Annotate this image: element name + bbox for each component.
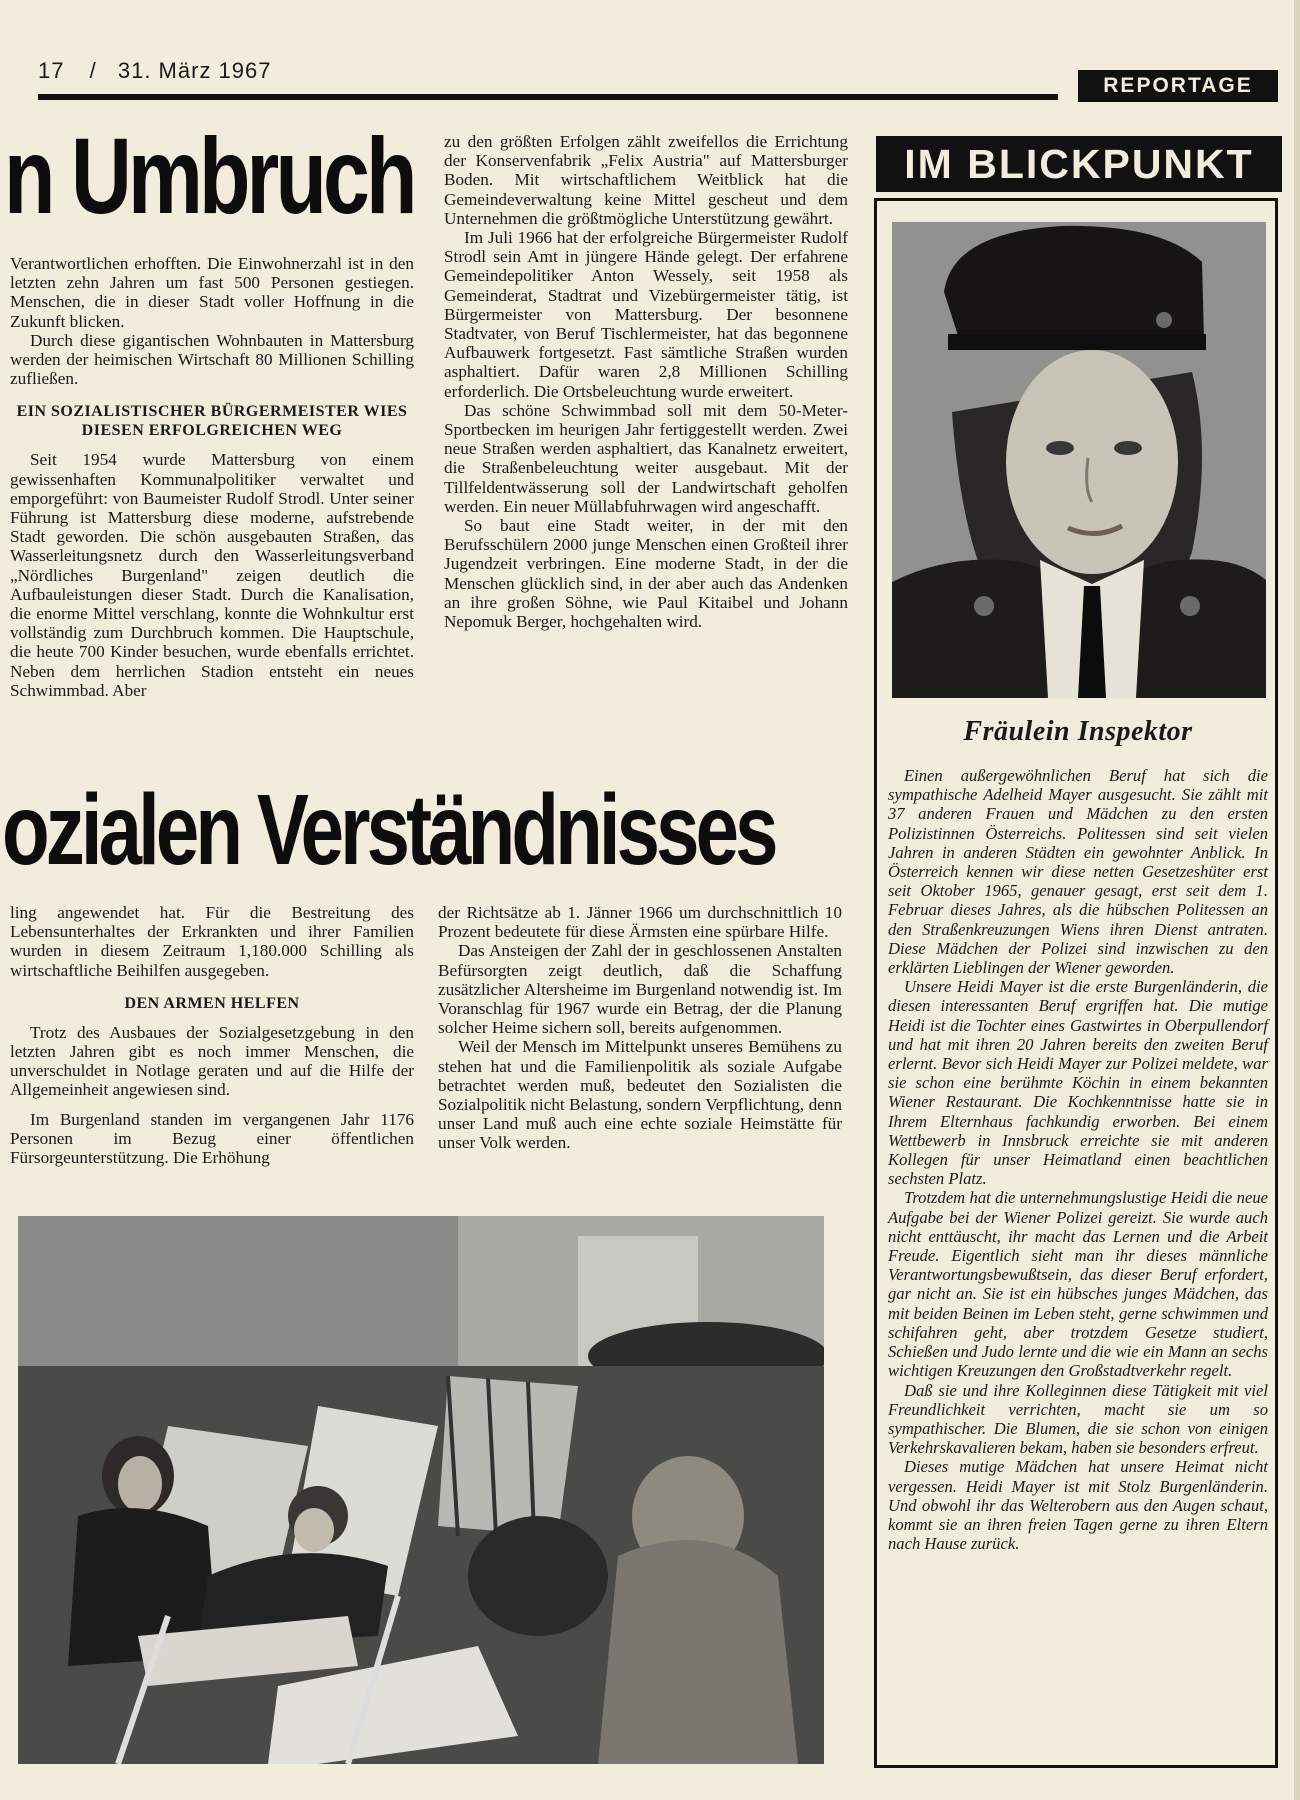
subheading: DEN ARMEN HELFEN xyxy=(124,994,300,1012)
paragraph: Das schöne Schwimmbad soll mit dem 50-Meter-Sportbecken im heurigen Jahr fertiggestellt werden. Zwei neue Straßen werden asphaltiert, das Kanalnetz erweitert, die Straßenbeleuchtung weiter ausgebaut. Mit der Tillfeldentwässerung soll der Landwirtschaft geholfen werden. Ein neuer Müllabfuhrwagen wird angeschafft. xyxy=(444,400,848,516)
page-number: 17 xyxy=(38,58,65,83)
paragraph: So baut eine Stadt weiter, in der mit den Berufsschülern 2000 junge Menschen einen Großteil ihrer Jugendzeit verbringen. Eine moderne Stadt, in der die Menschen glücklich sind, in der aber auch das Andenken an ihre großen Söhne, wie Paul Kitaibel und Johann Nepomuk Berger, hochgehalten wird. xyxy=(444,516,848,632)
paragraph: zu den größten Erfolgen zählt zweifellos die Errichtung der Konservenfabrik „Felix Austria" auf Mattersburger Boden. Mit wirtschaftlichem Weitblick hat die Gemeindeverwaltung keine Mittel gescheut und dem Unternehmen die größtmögliche Unterstützung gewährt. xyxy=(444,132,848,228)
subheading: EIN SOZIALISTISCHER BÜRGERMEISTER WIES DIESEN ERFOLGREICHEN WEG xyxy=(16,403,408,440)
portrait-illustration xyxy=(892,222,1266,698)
paragraph: Im Burgenland standen im vergangenen Jahr 1176 Personen im Bezug einer öffentlichen Fürsorgeunterstützung. Die Erhöhung xyxy=(10,1109,414,1168)
paragraph: Durch diese gigantischen Wohnbauten in Mattersburg werden der heimischen Wirtschaft 80 Millionen Schilling zufließen. xyxy=(10,330,414,389)
paragraph: ling angewendet hat. Für die Bestreitung des Lebensunterhaltes der Erkrankten und ihrer Familien wurden in diesem Zeitraum 1,180.000 Schilling als wirtschaftliche Beihilfen ausgegeben. xyxy=(10,903,414,980)
headline-verstaendnisses: ozialen Verständnisses xyxy=(2,780,775,880)
paragraph: Das Ansteigen der Zahl der in geschlossenen Anstalten Befürsorgten zeigt deutlich, daß die Schaffung zusätzlicher Altersheime im Burgenland notwendig ist. Im Voranschlag für 1967 wurde ein Betrag, der die Planung solcher Heime sichern soll, bereits aufgenommen. xyxy=(438,941,842,1038)
garden-photo xyxy=(18,1216,824,1764)
article-column-c xyxy=(10,903,414,1167)
blickpunkt-text xyxy=(888,766,1268,1553)
article-column-a xyxy=(10,254,414,700)
paragraph: Dieses mutige Mädchen hat unsere Heimat nicht vergessen. Heidi Mayer ist mit Stolz Burgenländerin. Und obwohl ihr das Welterobern aus den Augen schaut, kommt sie an ihren freien Tagen gerne zu ihren Eltern nach Hause zurück. xyxy=(888,1457,1268,1554)
paragraph: Weil der Mensch im Mittelpunkt unseres Bemühens zu stehen hat und die Familienpolitik als soziale Aufgabe betrachtet werden muß, bedeutet den Sozialisten die Sozialpolitik nicht Belastung, sondern Verpflichtung, denn unser Land muß auch eine echte soziale Heimstätte für unser Volk werden. xyxy=(438,1037,842,1153)
issue-date: 31. März 1967 xyxy=(117,58,272,83)
paragraph: Seit 1954 wurde Mattersburg von einem gewissenhaften Kommunalpolitiker verwaltet und emporgeführt: von Baumeister Rudolf Strodl. Unter seiner Führung ist Mattersburg diese moderne, aufstrebende Stadt geworden. Die schön ausgebauten Straßen, das Wasserleitungsnetz durch den Wasserleitungsverband „Nördliches Burgenland" zeigen deutlich die Aufbauleistungen dieser Stadt. Durch die Kanalisation, die enorme Mittel verschlang, konnte die Wohnkultur erst vollständig zum Durchbruch kommen. Die Hauptschule, die heute 700 Kinder besuchen, wurde ebenfalls errichtet. Neben dem herrlichen Stadion entsteht ein neues Schwimmbad. Aber xyxy=(10,450,414,700)
header-rule xyxy=(38,94,1058,100)
paragraph: Einen außergewöhnlichen Beruf hat sich die sympathische Adelheid Mayer ausgesucht. Sie zählt mit 37 anderen Frauen und Mädchen zu den ersten Polizistinnen Österreichs. Politessen sind seit vielen Jahren in anderen Städten ein gewohnter Anblick. In Österreich kennen wir diese netten Gesetzeshüter erst seit Oktober 1965, genauer gesagt, erst seit dem 1. Februar dieses Jahres, als die hübschen Politessen an den Straßenkreuzungen Wiens ihren Dienst antraten. Diese Mädchen der Polizei sind inzwischen zu den erklärten Lieblingen der Wiener geworden. xyxy=(888,766,1268,978)
paragraph: Trotzdem hat die unternehmungslustige Heidi die neue Aufgabe bei der Wiener Polizei gereizt. Sie wurde auch nicht enttäuscht, ihr macht das Lernen und die Arbeit Freude. Eigentlich sieht man ihr dieses männliche Verantwortungsbewußtsein, das dieser Beruf erfordert, gar nicht an. Sie ist ein hübsches junges Mädchen, das mit beiden Beinen im Leben steht, gerne schwimmen und schifahren geht, aber trotzdem Gesetze studiert, Schießen und Judo lernte und die wie ein Mann an sechs wichtigen Kreuzungen den Großstadtverkehr regelt. xyxy=(888,1188,1268,1381)
header-separator: / xyxy=(89,58,97,83)
paragraph: Trotz des Ausbaues der Sozialgesetzgebung in den letzten Jahren gibt es noch immer Menschen, die unverschuldet in Notlage geraten und auf die Hilfe der Allgemeinheit angewiesen sind. xyxy=(10,1022,414,1100)
portrait-photo xyxy=(892,222,1266,698)
paragraph: Unsere Heidi Mayer ist die erste Burgenländerin, die diesen interessanten Beruf ergriffen hat. Die mutige Heidi ist die Tochter eines Gastwirtes in Oberpullendorf und hat mit ihren 20 Jahren bereits den zweiten Beruf erlernt. Bevor sich Heidi Mayer zur Polizei meldete, war sie schon eine berühmte Köchin in einem bekannten Wiener Restaurant. Die Kochkenntnisse hatte sie in Ihrem Elternhaus fachkundig erworben. Bei einem Wettbewerb in Innsbruck erreichte sie mit anderen Kollegen für unser Heimatland einen beachtlichen sechsten Platz. xyxy=(888,977,1268,1189)
page-edge xyxy=(1294,0,1300,1800)
garden-illustration xyxy=(18,1216,824,1764)
page-header xyxy=(38,58,272,84)
blickpunkt-title: IM BLICKPUNKT xyxy=(876,136,1282,192)
article-column-b xyxy=(444,132,848,631)
paragraph: der Richtsätze ab 1. Jänner 1966 um durchschnittlich 10 Prozent bedeutete für diese Ärmsten eine spürbare Hilfe. xyxy=(438,903,842,942)
headline-umbruch: n Umbruch xyxy=(4,122,414,230)
article-column-d xyxy=(438,903,842,1153)
paragraph: Daß sie und ihre Kolleginnen diese Tätigkeit mit viel Freundlichkeit verrichten, macht sie um so sympathischer. Die Blumen, die sie schon von einigen Verkehrskavalieren bekam, haben sie besonders erfreut. xyxy=(888,1380,1268,1458)
paragraph: Verantwortlichen erhofften. Die Einwohnerzahl ist in den letzten zehn Jahren um fast 500 Personen gestiegen. Menschen, die in dieser Stadt voller Hoffnung in die Zukunft blicken. xyxy=(10,254,414,331)
section-tag: REPORTAGE xyxy=(1078,70,1278,102)
portrait-caption: Fräulein Inspektor xyxy=(963,716,1193,747)
paragraph: Im Juli 1966 hat der erfolgreiche Bürgermeister Rudolf Strodl sein Amt in jüngere Hände gelegt. Der erfahrene Gemeindepolitiker Anton Wessely, seit 1958 als Gemeinderat, Stadtrat und Vizebürgermeister tätig, ist Bürgermeister von Mattersburg. Der besonnene Stadtvater, von Beruf Tischlermeister, hat das begonnene Aufbauwerk fortgesetzt. Fast sämtliche Straßen wurden asphaltiert. Dafür waren 2,8 Millionen Schilling erforderlich. Die Ortsbeleuchtung wurde erweitert. xyxy=(444,228,848,401)
